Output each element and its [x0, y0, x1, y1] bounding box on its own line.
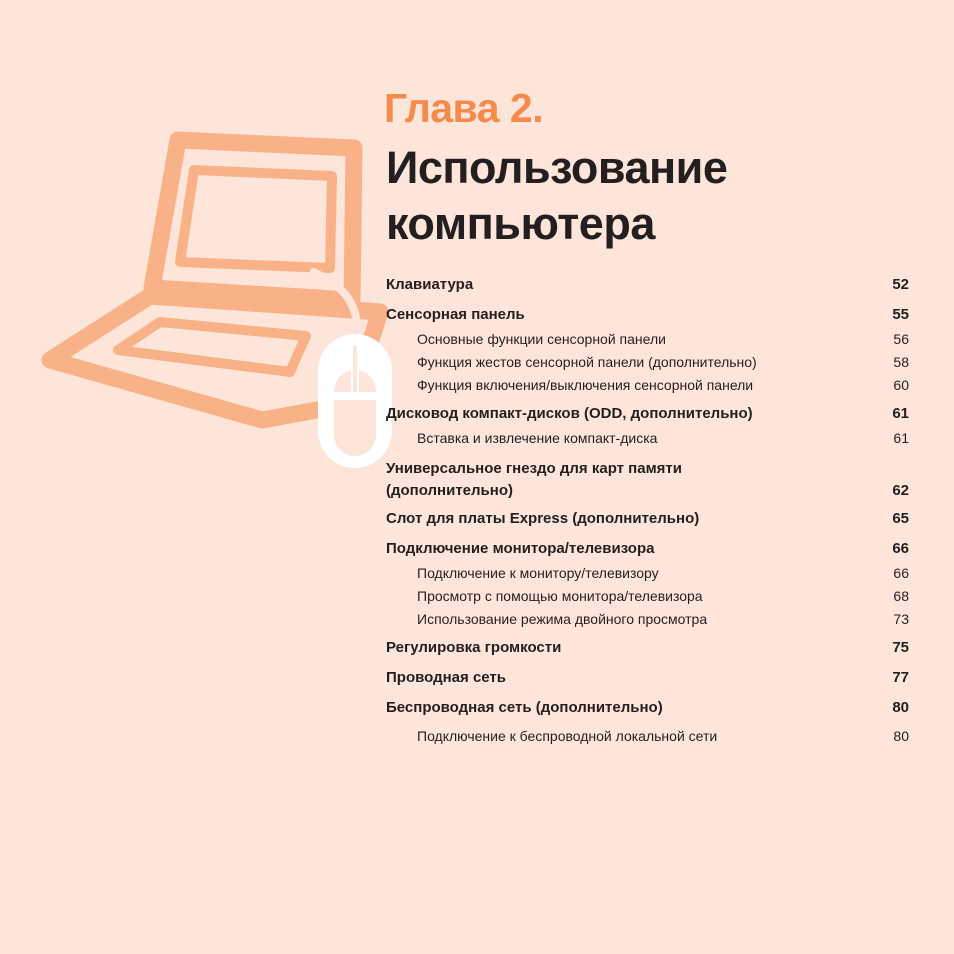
toc-subentry-title: Подключение к монитору/телевизору	[417, 565, 659, 581]
mouse-illustration	[318, 334, 392, 468]
toc-subentry-title: Подключение к беспроводной локальной сети	[417, 728, 718, 744]
toc-entry-page: 75	[892, 639, 909, 656]
toc-entry-title: Беспроводная сеть (дополнительно)	[386, 699, 663, 716]
toc-subentry-title: Просмотр с помощью монитора/телевизора	[417, 588, 703, 604]
toc-entry-page: 62	[892, 482, 909, 499]
toc-entry-title-line1: Универсальное гнездо для карт памяти	[386, 460, 682, 477]
toc-subentry[interactable]	[386, 585, 909, 608]
toc-subentry-title: Основные функции сенсорной панели	[417, 331, 666, 347]
toc-entry-page: 52	[892, 276, 909, 293]
toc-entry-title: Сенсорная панель	[386, 306, 525, 323]
laptop-touchpad	[118, 322, 306, 372]
toc-subentry-page: 80	[893, 728, 909, 744]
toc-entry-keyboard[interactable]	[386, 272, 909, 298]
toc-subentry-title: Вставка и извлечение компакт-диска	[417, 430, 658, 446]
toc-subentry[interactable]	[386, 351, 909, 374]
toc-subentry[interactable]	[386, 562, 909, 585]
chapter-title-line2: компьютера	[386, 198, 655, 249]
toc-subentry[interactable]	[386, 328, 909, 351]
toc-subentry-title: Использование режима двойного просмотра	[417, 611, 708, 627]
toc-entry-touchpad[interactable]	[386, 302, 909, 328]
chapter-title	[386, 140, 727, 252]
toc-subentry[interactable]	[386, 608, 909, 631]
toc-subentry[interactable]	[386, 725, 909, 748]
toc-entry-wired-network[interactable]	[386, 665, 909, 691]
toc-entry-page: 66	[892, 540, 909, 557]
toc-entry-page: 65	[892, 510, 909, 527]
toc-entry-title: Слот для платы Express (дополнительно)	[386, 510, 700, 527]
toc-subentry-page: 60	[893, 377, 909, 393]
toc-subentry-page: 61	[893, 430, 909, 446]
toc-entry-card-reader[interactable]	[386, 458, 909, 502]
toc-entry-monitor-tv[interactable]	[386, 536, 909, 562]
toc-entry-title: Регулировка громкости	[386, 639, 562, 656]
toc-entry-title-line2: (дополнительно)	[386, 482, 513, 499]
toc-subentry-page: 66	[893, 565, 909, 581]
toc-entry-title: Подключение монитора/телевизора	[386, 540, 655, 557]
toc-entry-page: 61	[892, 405, 909, 422]
toc-subentry-page: 68	[893, 588, 909, 604]
toc-entry-express-card[interactable]	[386, 506, 909, 532]
toc-entry-title: Дисковод компакт-дисков (ODD, дополнительно)	[386, 405, 753, 422]
toc-subentry-page: 73	[893, 611, 909, 627]
table-of-contents	[386, 272, 909, 748]
toc-subentry-title: Функция включения/выключения сенсорной панели	[417, 377, 754, 393]
toc-subentry-page: 58	[893, 354, 909, 370]
toc-entry-page: 55	[892, 306, 909, 323]
laptop-screen-inner	[180, 170, 332, 268]
toc-entry-page: 77	[892, 669, 909, 686]
toc-subentry[interactable]	[386, 427, 909, 450]
toc-entry-optical-drive[interactable]	[386, 401, 909, 427]
toc-entry-page: 80	[892, 699, 909, 716]
toc-subentry-title: Функция жестов сенсорной панели (дополнительно)	[417, 354, 757, 370]
chapter-label: Глава 2.	[384, 85, 544, 131]
toc-entry-title: Проводная сеть	[386, 669, 506, 686]
toc-entry-volume[interactable]	[386, 635, 909, 661]
toc-subentry[interactable]	[386, 374, 909, 397]
toc-subentry-page: 56	[893, 331, 909, 347]
toc-entry-title: Клавиатура	[386, 276, 474, 293]
toc-entry-wireless-network[interactable]	[386, 695, 909, 721]
chapter-title-line1: Использование	[386, 142, 728, 193]
